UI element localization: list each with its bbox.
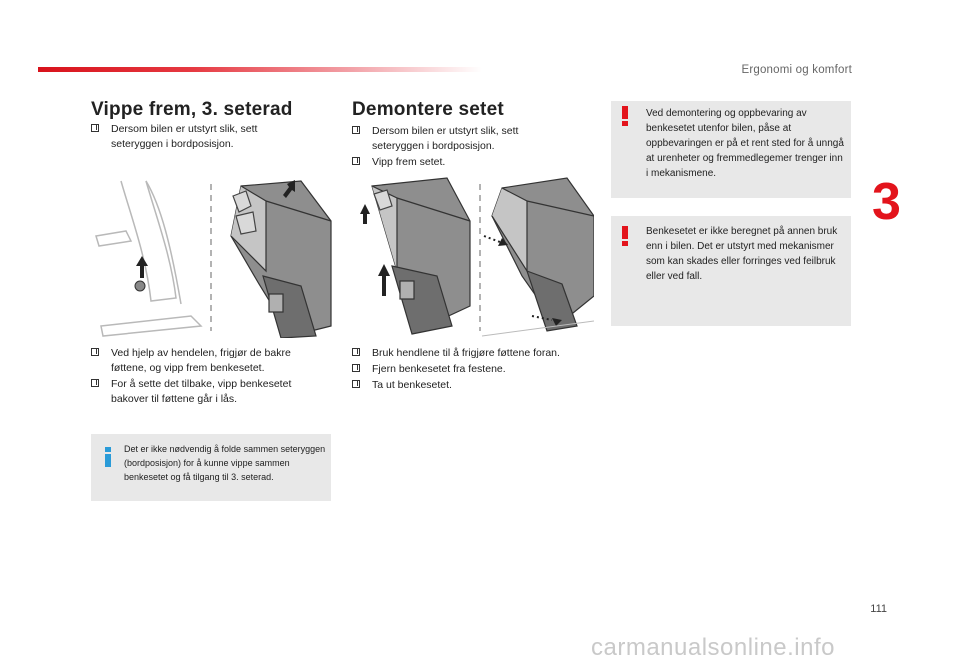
checkbox-bullet-icon (352, 126, 360, 134)
checkbox-bullet-icon (91, 124, 99, 132)
left-steps-list (91, 346, 321, 408)
watermark: carmanualsonline.info (591, 634, 835, 661)
checkbox-bullet-icon (352, 364, 360, 372)
warning-text-usage: Benkesetet er ikke beregnet på annen bruk enn i bilen. Det er utstyrt med mekanismer som kan skades eller forringes ved feilbruk eller ved fall. (646, 226, 838, 282)
warning-exclamation-icon (622, 226, 628, 246)
page-number: 111 (870, 603, 887, 615)
warning-exclamation-icon (622, 106, 628, 126)
info-note-text: Det er ikke nødvendig å folde sammen seteryggen (bordposisjon) for å kunne vippe sammen benkesetet og få tilgang til 3. seterad. (124, 444, 326, 482)
left-heading: Vippe frem, 3. seterad (91, 99, 293, 120)
info-icon (103, 447, 113, 467)
checkbox-bullet-icon (91, 348, 99, 356)
middle-heading: Demontere setet (352, 99, 504, 120)
header-accent-bar (38, 67, 482, 72)
list-item: Dersom bilen er utstyrt slik, sett seteryggen i bordposisjon. (91, 122, 301, 152)
middle-intro-list (352, 124, 562, 171)
checkbox-bullet-icon (352, 157, 360, 165)
list-item: Dersom bilen er utstyrt slik, sett seteryggen i bordposisjon. (352, 124, 562, 154)
warning-text-storage: Ved demontering og oppbevaring av benkesetet utenfor bilen, påse at oppbevaringen er på et rent sted for å unngå at urenheter og fremmedlegemer trenger inn i mekanismene. (646, 108, 844, 179)
list-item: Ta ut benkesetet. (352, 378, 592, 393)
checkbox-bullet-icon (352, 348, 360, 356)
list-item: For å sette det tilbake, vipp benkesetet bakover til føttene går i lås. (91, 377, 321, 407)
seat-tilt-illustration (91, 176, 333, 338)
chapter-number: 3 (872, 173, 901, 231)
section-title: Ergonomi og komfort (741, 64, 852, 76)
list-item: Vipp frem setet. (352, 155, 562, 170)
checkbox-bullet-icon (352, 380, 360, 388)
list-item: Fjern benkesetet fra festene. (352, 362, 592, 377)
list-item: Ved hjelp av hendelen, frigjør de bakre føttene, og vipp frem benkesetet. (91, 346, 321, 376)
middle-steps-list (352, 346, 592, 394)
seat-removal-illustration (352, 176, 594, 338)
list-item: Bruk hendlene til å frigjøre føttene foran. (352, 346, 592, 361)
left-intro-list (91, 122, 301, 153)
checkbox-bullet-icon (91, 379, 99, 387)
